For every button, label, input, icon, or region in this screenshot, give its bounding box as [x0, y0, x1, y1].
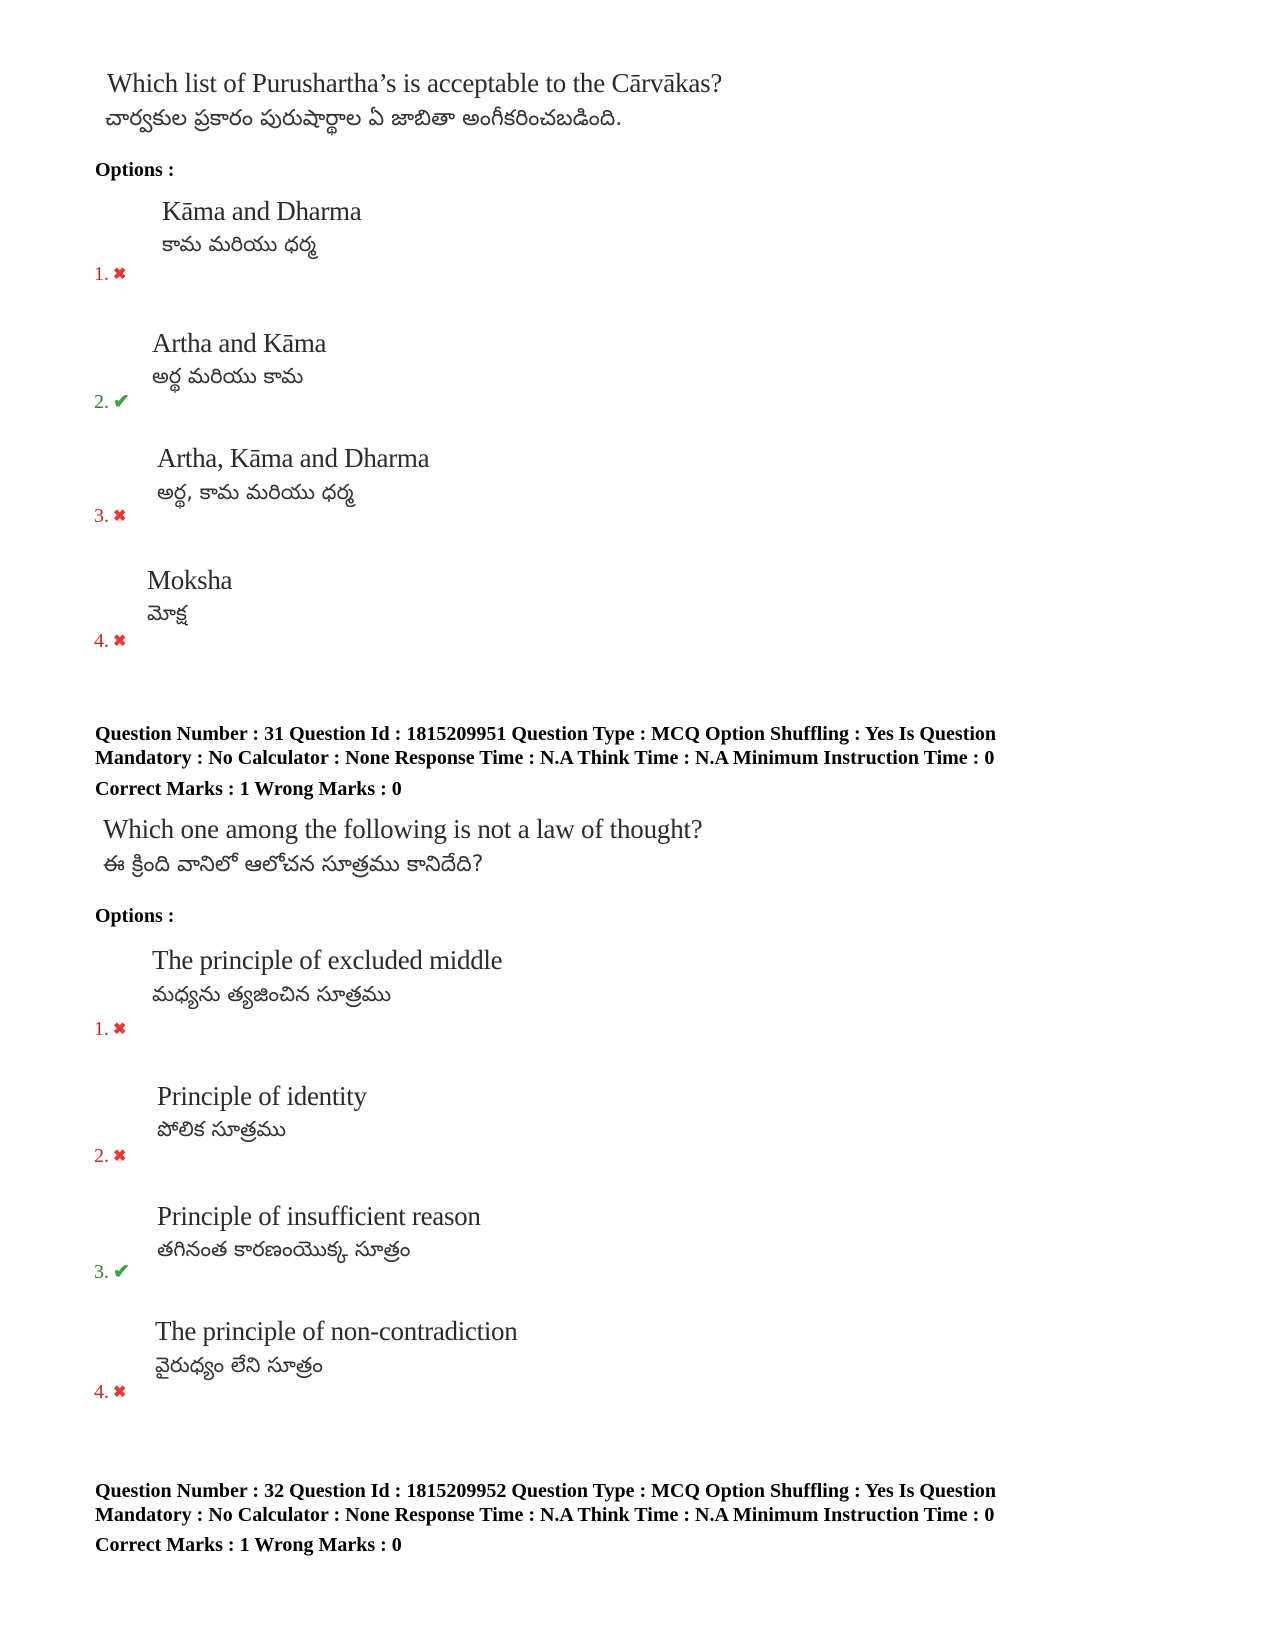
cross-icon: ✖	[113, 1384, 127, 1401]
option-2-text-te: పోలిక సూత్రము	[157, 1117, 286, 1141]
cross-icon: ✖	[113, 1148, 127, 1165]
option-1-number: 1. ✖	[94, 1018, 127, 1040]
option-4-text-te: వైరుధ్యం లేని సూత్రం	[155, 1353, 323, 1377]
question-text-en: Which one among the following is not a law of thought?	[103, 814, 703, 844]
question-text-en: Which list of Purushartha’s is acceptable to the Cārvākas?	[107, 68, 723, 98]
option-3-text-te: తగినంత కారణంయొక్క సూత్రం	[157, 1237, 411, 1261]
cross-icon: ✖	[113, 633, 127, 650]
option-4-text-en: Moksha	[147, 565, 233, 595]
option-3-number: 3. ✖	[94, 505, 127, 527]
option-3-number: 3. ✔	[94, 1261, 130, 1283]
options-label: Options :	[95, 905, 175, 927]
cross-icon: ✖	[113, 266, 127, 283]
option-4-number: 4. ✖	[94, 630, 127, 652]
question-text-te: ఈ క్రింది వానిలో ఆలోచన సూత్రము కానిదేది?	[103, 852, 484, 877]
option-1-text-en: The principle of excluded middle	[152, 945, 503, 975]
question-meta-line1: Question Number : 31 Question Id : 1815209951 Question Type : MCQ Option Shuffling : Yes Is Question	[95, 723, 997, 745]
check-icon: ✔	[113, 1261, 130, 1283]
option-3-text-en: Artha, Kāma and Dharma	[157, 443, 430, 473]
question-meta-line1: Question Number : 32 Question Id : 1815209952 Question Type : MCQ Option Shuffling : Yes Is Question	[95, 1480, 997, 1502]
option-1-text-te: మధ్యను త్యజించిన సూత్రము	[152, 982, 392, 1006]
question-text-te: చార్వకుల ప్రకారం పురుషార్థాల ఏ జాబితా అంగీకరించబడింది.	[105, 106, 623, 131]
option-2-number: 2. ✔	[94, 391, 130, 413]
option-1-text-te: కామ మరియు ధర్మ	[162, 232, 317, 256]
option-2-text-en: Principle of identity	[157, 1081, 367, 1111]
option-1-text-en: Kāma and Dharma	[162, 196, 362, 226]
check-icon: ✔	[113, 391, 130, 413]
option-4-number: 4. ✖	[94, 1381, 127, 1403]
option-2-text-te: అర్థ మరియు కామ	[152, 364, 304, 388]
option-2-number: 2. ✖	[94, 1145, 127, 1167]
option-3-text-en: Principle of insufficient reason	[157, 1201, 481, 1231]
question-meta-line2: Mandatory : No Calculator : None Response Time : N.A Think Time : N.A Minimum Instruction Time : 0	[95, 1504, 995, 1526]
option-2-text-en: Artha and Kāma	[152, 328, 327, 358]
option-4-text-te: మోక్ష	[147, 601, 187, 625]
question-marks: Correct Marks : 1 Wrong Marks : 0	[95, 778, 402, 800]
cross-icon: ✖	[113, 1021, 127, 1038]
options-label: Options :	[95, 159, 175, 181]
option-1-number: 1. ✖	[94, 263, 127, 285]
question-marks: Correct Marks : 1 Wrong Marks : 0	[95, 1534, 402, 1556]
question-meta-line2: Mandatory : No Calculator : None Response Time : N.A Think Time : N.A Minimum Instruction Time : 0	[95, 747, 995, 769]
option-4-text-en: The principle of non-contradiction	[155, 1316, 518, 1346]
option-3-text-te: అర్థ, కామ మరియు ధర్మ	[157, 480, 354, 504]
cross-icon: ✖	[113, 508, 127, 525]
